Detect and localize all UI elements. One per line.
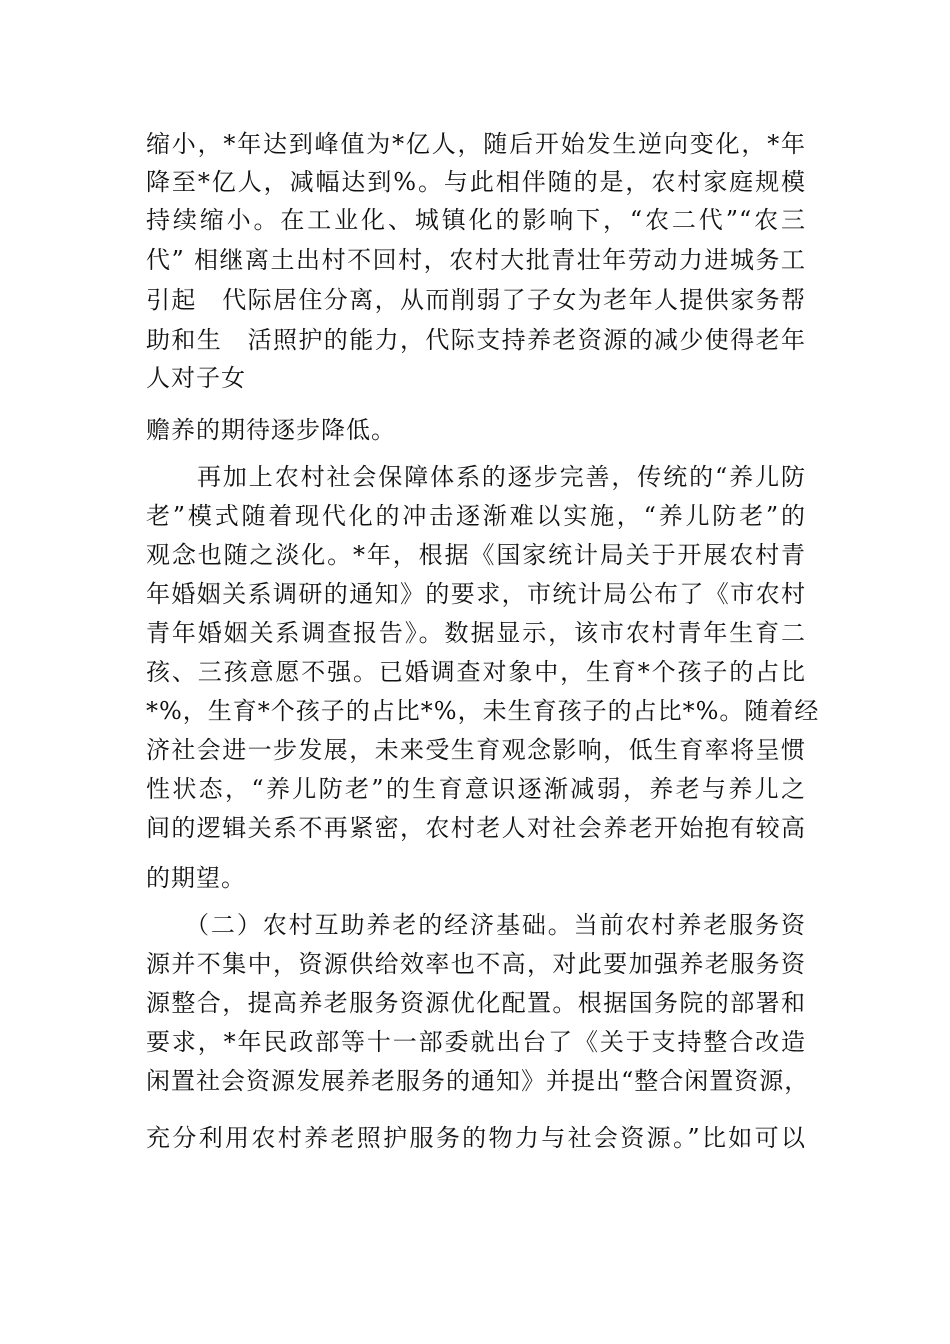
paragraph-3-line-3: 源整合，提高养老服务资源优化配置。根据国务院的部署和 — [146, 989, 806, 1017]
paragraph-1-continuation: 赡养的期待逐步降低。 — [146, 416, 396, 444]
paragraph-2-line-2: 老”模式随着现代化的冲击逐渐难以实施，“养儿防老”的 — [146, 502, 806, 530]
paragraph-2-line-8: 济社会进一步发展，未来受生育观念影响，低生育率将呈惯 — [146, 736, 806, 764]
paragraph-3-continuation: 充分利用农村养老照护服务的物力与社会资源。”比如可以 — [146, 1124, 806, 1152]
paragraph-3-line-2: 源并不集中，资源供给效率也不高，对此要加强养老服务资 — [146, 950, 806, 978]
paragraph-1-line-4: 代” 相继离土出村不回村，农村大批青壮年劳动力进城务工 — [146, 246, 806, 274]
paragraph-2-line-6: 孩、三孩意愿不强。已婚调查对象中，生育*个孩子的占比 — [146, 658, 806, 686]
paragraph-1-line-6: 助和生 活照护的能力，代际支持养老资源的减少使得老年 — [146, 326, 806, 354]
paragraph-1-line-7: 人对子女 — [146, 364, 246, 392]
paragraph-3-line-5: 闲置社会资源发展养老服务的通知》并提出“整合闲置资源， — [146, 1067, 810, 1095]
paragraph-2-line-1: 再加上农村社会保障体系的逐步完善，传统的“养儿防 — [197, 463, 806, 491]
paragraph-1-line-3: 持续缩小。在工业化、城镇化的影响下，“农二代”“农三 — [146, 206, 806, 234]
paragraph-2-line-3: 观念也随之淡化。*年，根据《国家统计局关于开展农村青 — [146, 541, 806, 569]
paragraph-3-line-4: 要求，*年民政部等十一部委就出台了《关于支持整合改造 — [146, 1028, 806, 1056]
paragraph-1-line-1: 缩小，*年达到峰值为*亿人，随后开始发生逆向变化，*年 — [146, 130, 806, 158]
paragraph-2-line-10: 间的逻辑关系不再紧密，农村老人对社会养老开始抱有较高 — [146, 814, 806, 842]
paragraph-2-line-9: 性状态，“养儿防老”的生育意识逐渐减弱，养老与养儿之 — [146, 775, 806, 803]
paragraph-1-line-5: 引起 代际居住分离，从而削弱了子女为老年人提供家务帮 — [146, 286, 806, 314]
paragraph-2-line-7: *%，生育*个孩子的占比*%，未生育孩子的占比*%。随着经 — [146, 697, 820, 725]
paragraph-3-line-1: （二）农村互助养老的经济基础。当前农村养老服务资 — [185, 911, 806, 939]
paragraph-1-line-2: 降至*亿人，减幅达到%。与此相伴随的是，农村家庭规模 — [146, 168, 806, 196]
paragraph-2-continuation: 的期望。 — [146, 864, 246, 892]
paragraph-2-line-5: 青年婚姻关系调查报告》。数据显示，该市农村青年生育二 — [146, 619, 806, 647]
paragraph-2-line-4: 年婚姻关系调研的通知》的要求，市统计局公布了《市农村 — [146, 580, 806, 608]
